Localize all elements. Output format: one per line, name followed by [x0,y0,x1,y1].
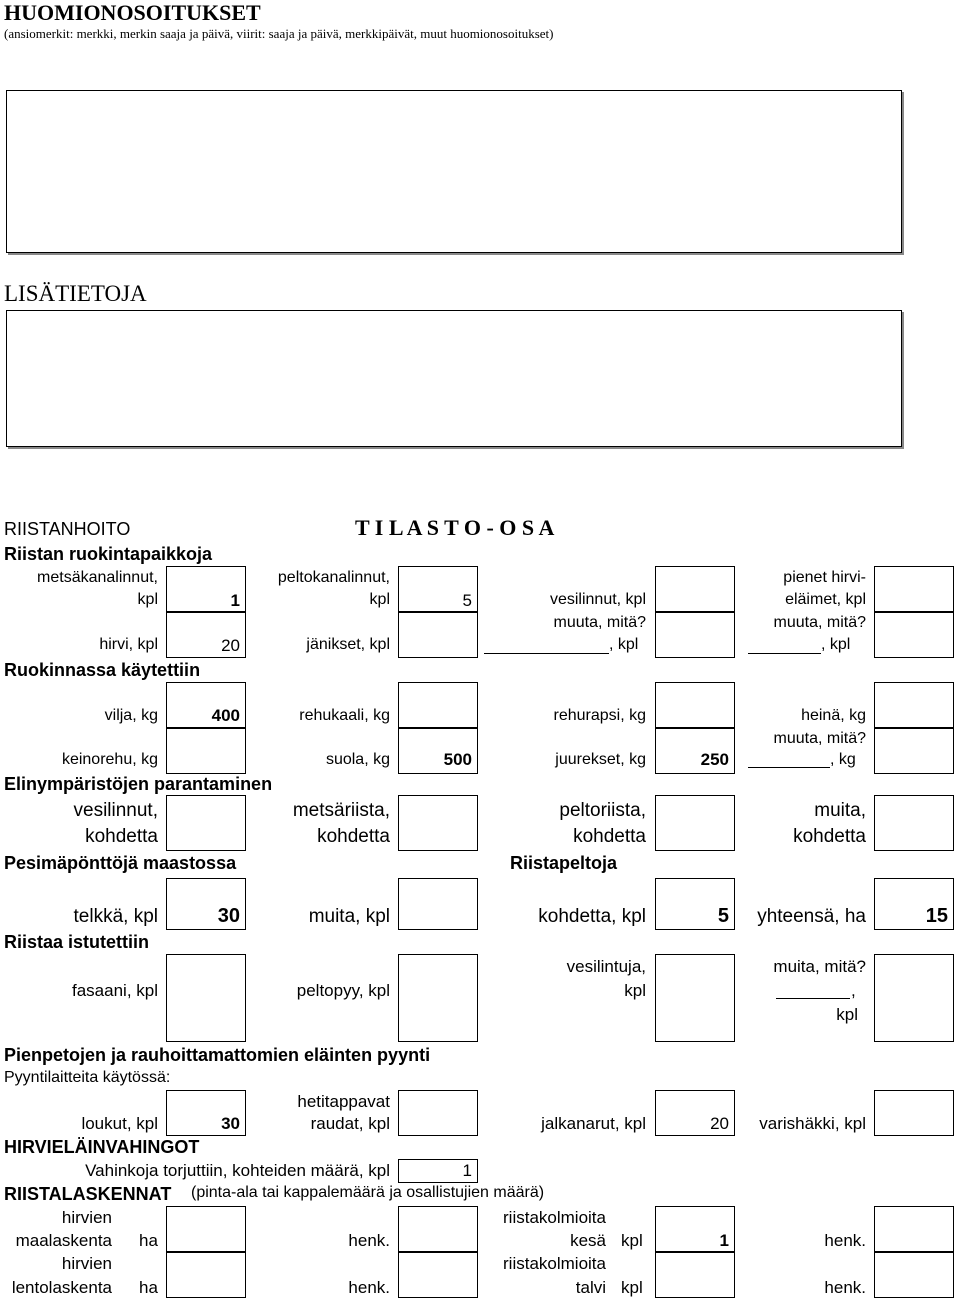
riistapeltoja-heading: Riistapeltoja [510,853,618,873]
riistalaskennat-heading: RIISTALASKENNAT [4,1184,172,1204]
label-muuta-1: muuta, mitä? [553,614,646,631]
field-janikset[interactable] [398,612,478,658]
label-vilja: vilja, kg [104,707,158,724]
underline-muuta-3[interactable] [748,767,830,768]
label-riistakolmioita-2: riistakolmioita [503,1254,606,1273]
label-metsakanalinnut-2: kpl [137,591,158,608]
hirvielainvahingot-heading: HIRVIELÄINVAHINGOT [4,1137,200,1157]
label-muita-mita: muita, mitä? [773,957,866,976]
field-muuta-3[interactable] [874,728,954,774]
field-talvi-henk[interactable] [874,1252,954,1298]
value-hirvi: 20 [221,636,240,655]
label-henk-4: henk. [824,1278,866,1297]
field-muita-kpl[interactable] [398,878,478,930]
label-rehurapsi: rehurapsi, kg [553,707,646,724]
label-loukut: loukut, kpl [81,1114,158,1133]
label-kg-1: , kg [830,751,856,768]
value-metsakanalinnut: 1 [230,591,240,610]
ruokintapaikkoja-heading: Riistan ruokintapaikkoja [4,544,213,564]
value-yhteensa: 15 [925,905,948,927]
elinymparisto-heading: Elinympäristöjen parantaminen [4,774,273,794]
label-hirvien-1: hirvien [61,1208,112,1227]
label-hirvien-2: hirvien [61,1254,112,1273]
label-maalaskenta: maalaskenta [15,1231,112,1250]
label-lentolaskenta: lentolaskenta [11,1278,112,1297]
label-vesilinnut-kohd-1: vesilinnut, [73,800,158,821]
field-talvi-kpl[interactable] [655,1252,735,1298]
label-muita-1: muita, [814,800,866,821]
pesimapontot-heading: Pesimäpönttöjä maastossa [4,853,237,873]
label-muita-kpl: muita, kpl [308,906,390,927]
lisatietoja-textarea[interactable] [6,310,902,447]
field-peltopyy[interactable] [398,954,478,1042]
field-pienet-hirvielaimet[interactable] [874,566,954,612]
value-juurekset: 250 [700,750,729,769]
ruokinnassa-heading: Ruokinnassa käytettiin [4,660,201,680]
label-hetitappavat-2: raudat, kpl [310,1114,390,1133]
field-heina[interactable] [874,682,954,728]
value-telkka: 30 [217,905,240,927]
field-maalaskenta-henk[interactable] [398,1206,478,1252]
label-talvi: talvi [575,1278,606,1297]
underline-muuta-2[interactable] [748,653,821,654]
label-janikset: jänikset, kpl [306,636,390,653]
field-muuta-1[interactable] [655,612,735,658]
field-muuta-2[interactable] [874,612,954,658]
label-rehukaali: rehukaali, kg [299,707,390,724]
label-henk-3: henk. [348,1278,390,1297]
field-varishakki[interactable] [874,1090,954,1136]
label-kpl-3: kpl [836,1005,858,1024]
tilasto-osa-title: T I L A S T O - O S A [355,515,555,540]
label-suola: suola, kg [325,751,390,768]
field-maalaskenta-ha[interactable] [166,1206,246,1252]
pyyntilaitteita-label: Pyyntilaitteita käytössä: [4,1069,171,1086]
label-muuta-2: muuta, mitä? [773,614,866,631]
value-peltokanalinnut: 5 [462,591,472,610]
value-kohdetta-kpl: 5 [717,905,729,927]
label-vesilintuja-1: vesilintuja, [566,957,646,976]
underline-muuta-1[interactable] [484,653,609,654]
huomionosoitukset-textarea[interactable] [6,90,902,253]
underline-muita-mita[interactable] [776,998,850,999]
label-peltokanalinnut-2: kpl [369,591,390,608]
subtitle: (ansiomerkit: merkki, merkin saaja ja päivä, viirit: saaja ja päivä, merkkipäivät, muut huomionosoitukset) [4,26,554,41]
field-kesa-henk[interactable] [874,1206,954,1252]
field-rehurapsi[interactable] [655,682,735,728]
field-muita-mita[interactable] [874,954,954,1042]
label-vahinkoja: Vahinkoja torjuttiin, kohteiden määrä, kpl [85,1161,390,1180]
field-muita-kohdetta[interactable] [874,795,954,851]
label-henk-2: henk. [824,1231,866,1250]
label-kpl-k2: kpl [621,1278,643,1297]
label-muuta-3: muuta, mitä? [773,730,866,747]
field-rehukaali[interactable] [398,682,478,728]
label-jalkanarut: jalkanarut, kpl [541,1114,646,1133]
field-metsariista-kohdetta[interactable] [398,795,478,851]
label-vesilinnut: vesilinnut, kpl [549,591,646,608]
label-telkka: telkkä, kpl [73,906,158,927]
label-kpl-k1: kpl [621,1231,643,1250]
label-kpl-2: , kpl [821,636,851,653]
label-metsariista-1: metsäriista, [292,800,390,821]
label-peltoriista-1: peltoriista, [559,800,646,821]
value-vilja: 400 [211,706,240,725]
label-kohdetta-kpl: kohdetta, kpl [538,906,646,927]
label-kohdetta-4: kohdetta [793,826,866,847]
label-peltokanalinnut-1: peltokanalinnut, [277,569,390,586]
label-fasaani: fasaani, kpl [72,981,158,1000]
label-ha-2: ha [139,1278,158,1297]
istutettiin-heading: Riistaa istutettiin [4,932,150,952]
label-henk-1: henk. [348,1231,390,1250]
field-vesilinnut[interactable] [655,566,735,612]
value-vahinkoja: 1 [462,1161,472,1180]
pienpedot-heading: Pienpetojen ja rauhoittamattomien eläinten pyynti [4,1045,431,1065]
label-kpl-1: , kpl [609,636,639,653]
field-hetitappavat[interactable] [398,1090,478,1136]
value-suola: 500 [443,750,472,769]
label-hetitappavat-1: hetitappavat [297,1092,390,1111]
label-keinorehu: keinorehu, kg [61,751,158,768]
label-comma: , [851,981,856,1000]
value-jalkanarut: 20 [710,1114,729,1133]
label-juurekset: juurekset, kg [555,751,646,768]
riistalaskennat-note: (pinta-ala tai kappalemäärä ja osallistujien määrä) [191,1184,545,1201]
label-yhteensa: yhteensä, ha [757,906,866,927]
label-heina: heinä, kg [801,707,866,724]
field-vesilintuja[interactable] [655,954,735,1042]
label-riistakolmioita-1: riistakolmioita [503,1208,606,1227]
value-kesa-kpl: 1 [719,1231,729,1250]
label-varishakki: varishäkki, kpl [759,1114,866,1133]
label-pienet-2: eläimet, kpl [785,591,866,608]
label-kesa: kesä [570,1231,606,1250]
value-loukut: 30 [221,1114,240,1133]
field-keinorehu[interactable] [166,728,246,774]
label-kohdetta-2: kohdetta [317,826,390,847]
field-vesilinnut-kohdetta[interactable] [166,795,246,851]
label-ha-1: ha [139,1231,158,1250]
field-fasaani[interactable] [166,954,246,1042]
field-peltoriista-kohdetta[interactable] [655,795,735,851]
label-hirvi: hirvi, kpl [99,636,158,653]
label-pienet-1: pienet hirvi- [783,569,866,586]
label-vesilintuja-2: kpl [624,981,646,1000]
riistanhoito-heading: RIISTANHOITO [4,519,131,539]
label-peltopyy: peltopyy, kpl [296,981,390,1000]
field-lentolaskenta-henk[interactable] [398,1252,478,1298]
field-lentolaskenta-ha[interactable] [166,1252,246,1298]
label-kohdetta-1: kohdetta [85,826,158,847]
label-metsakanalinnut-1: metsäkanalinnut, [37,569,158,586]
section-title-lisatietoja: LISÄTIETOJA [4,281,147,306]
section-title-huomionosoitukset: HUOMIONOSOITUKSET [4,0,261,25]
label-kohdetta-3: kohdetta [573,826,646,847]
